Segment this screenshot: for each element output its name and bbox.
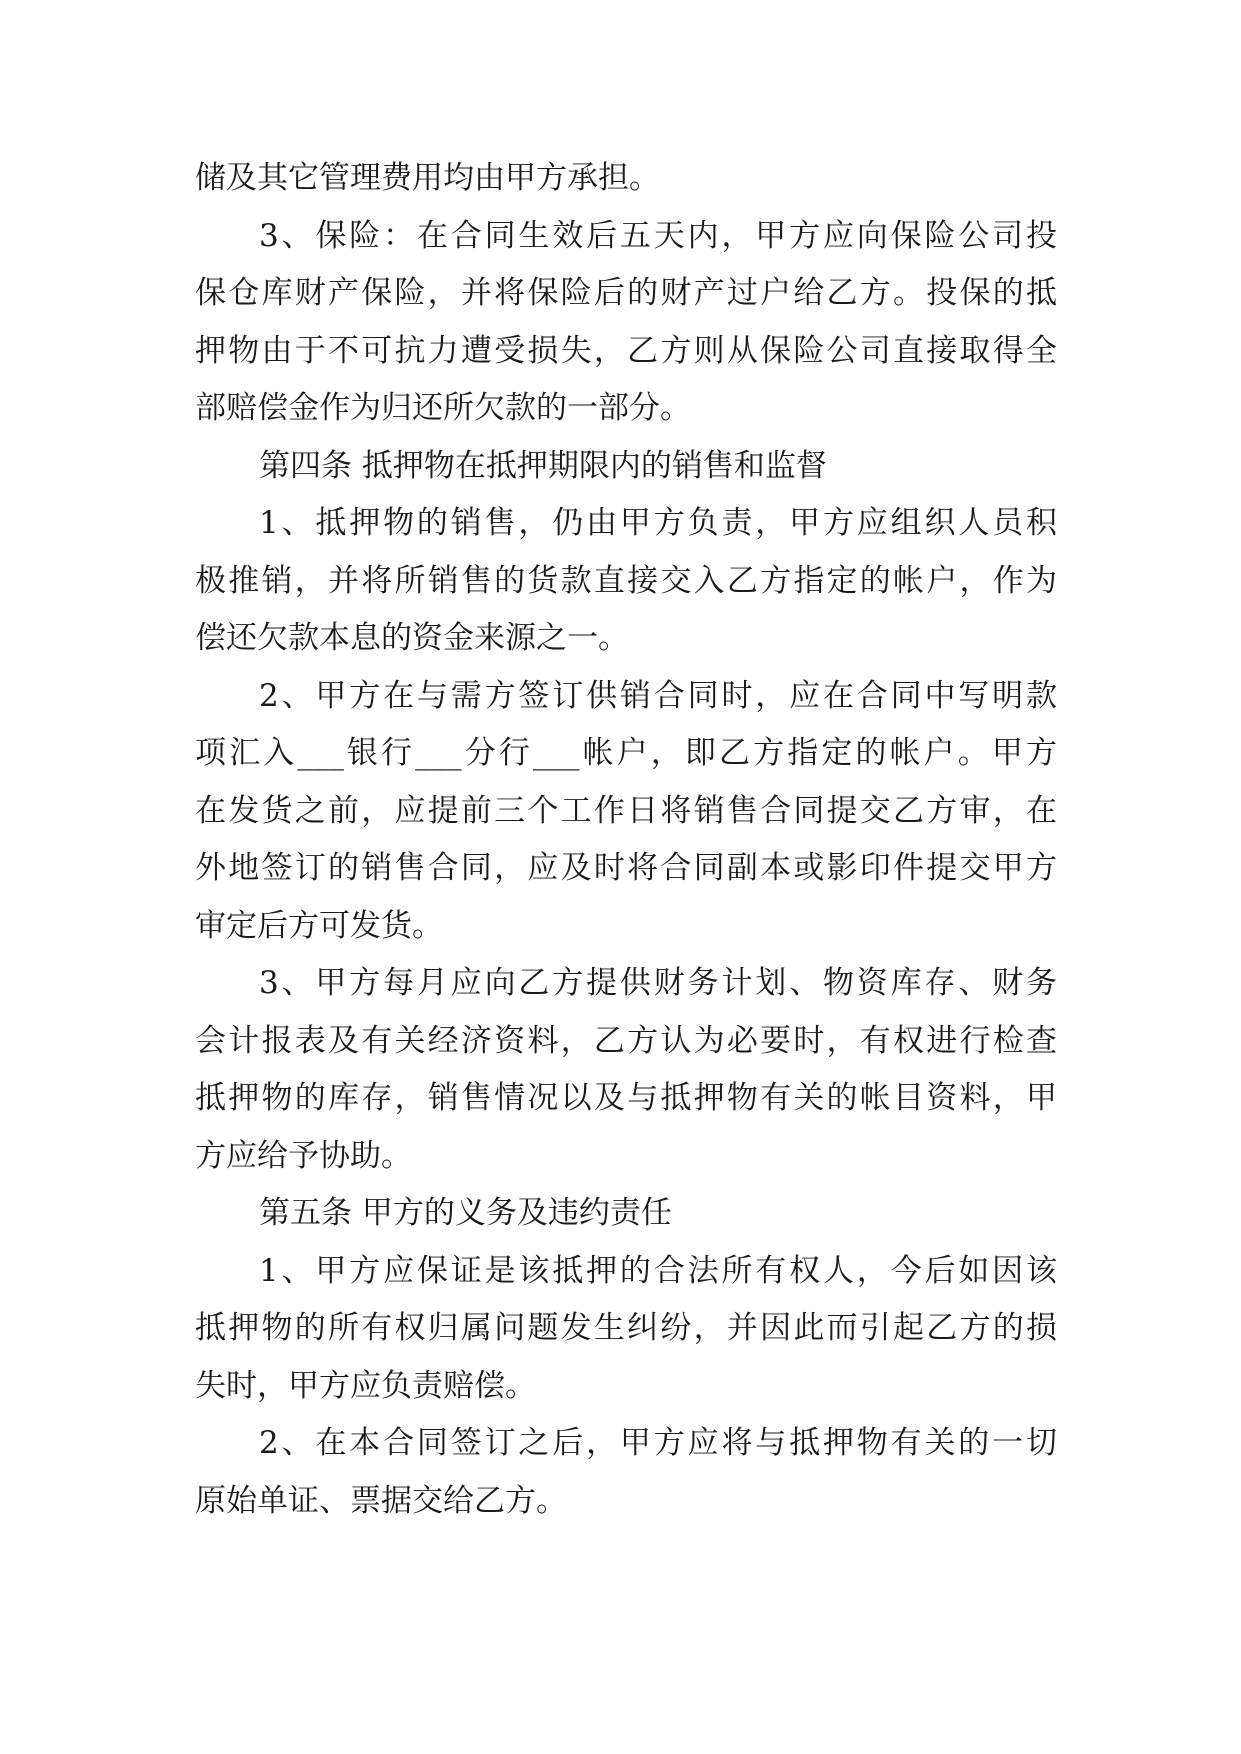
text-line: 3、保险：在合同生效后五天内，甲方应向保险公司投 [259,217,1057,254]
text-line: 保仓库财产保险，并将保险后的财产过户给乙方。投保的抵 [195,275,1057,311]
text-line: 外地签订的销售合同，应及时将合同副本或影印件提交甲方 [195,850,1057,886]
text-line: 抵押物的所有权归属问题发生纠纷，并因此而引起乙方的损 [195,1310,1057,1346]
section-heading: 第五条 甲方的义务及违约责任 [259,1195,672,1231]
text-line: 项汇入___银行___分行___帐户，即乙方指定的帐户。甲方 [195,735,1057,771]
text-line: 原始单证、票据交给乙方。 [195,1482,567,1519]
text-line: 失时，甲方应负责赔偿。 [195,1367,536,1404]
section-heading: 第四条 抵押物在抵押期限内的销售和监督 [259,447,827,484]
text-line: 会计报表及有关经济资料，乙方认为必要时，有权进行检查 [195,1022,1057,1059]
text-line: 1、抵押物的销售，仍由甲方负责，甲方应组织人员积 [259,505,1057,541]
text-line: 3、甲方每月应向乙方提供财务计划、物资库存、财务 [259,965,1057,1001]
text-line: 2、甲方在与需方签订供销合同时，应在合同中写明款 [259,677,1057,714]
text-line: 部赔偿金作为归还所欠款的一部分。 [195,390,691,426]
text-line: 偿还欠款本息的资金来源之一。 [195,620,629,656]
text-line: 2、在本合同签订之后，甲方应将与抵押物有关的一切 [259,1425,1057,1461]
text-line: 审定后方可发货。 [195,907,443,944]
text-line: 极推销，并将所销售的货款直接交入乙方指定的帐户，作为 [195,562,1057,599]
text-line: 押物由于不可抗力遭受损失，乙方则从保险公司直接取得全 [195,332,1057,369]
text-line: 抵押物的库存，销售情况以及与抵押物有关的帐目资料，甲 [195,1080,1057,1116]
text-line: 储及其它管理费用均由甲方承担。 [195,160,660,196]
text-line: 方应给予协助。 [195,1137,412,1174]
text-line: 在发货之前，应提前三个工作日将销售合同提交乙方审，在 [195,792,1057,829]
text-line: 1、甲方应保证是该抵押的合法所有权人，今后如因该 [259,1252,1057,1289]
document-page [195,150,1057,1530]
